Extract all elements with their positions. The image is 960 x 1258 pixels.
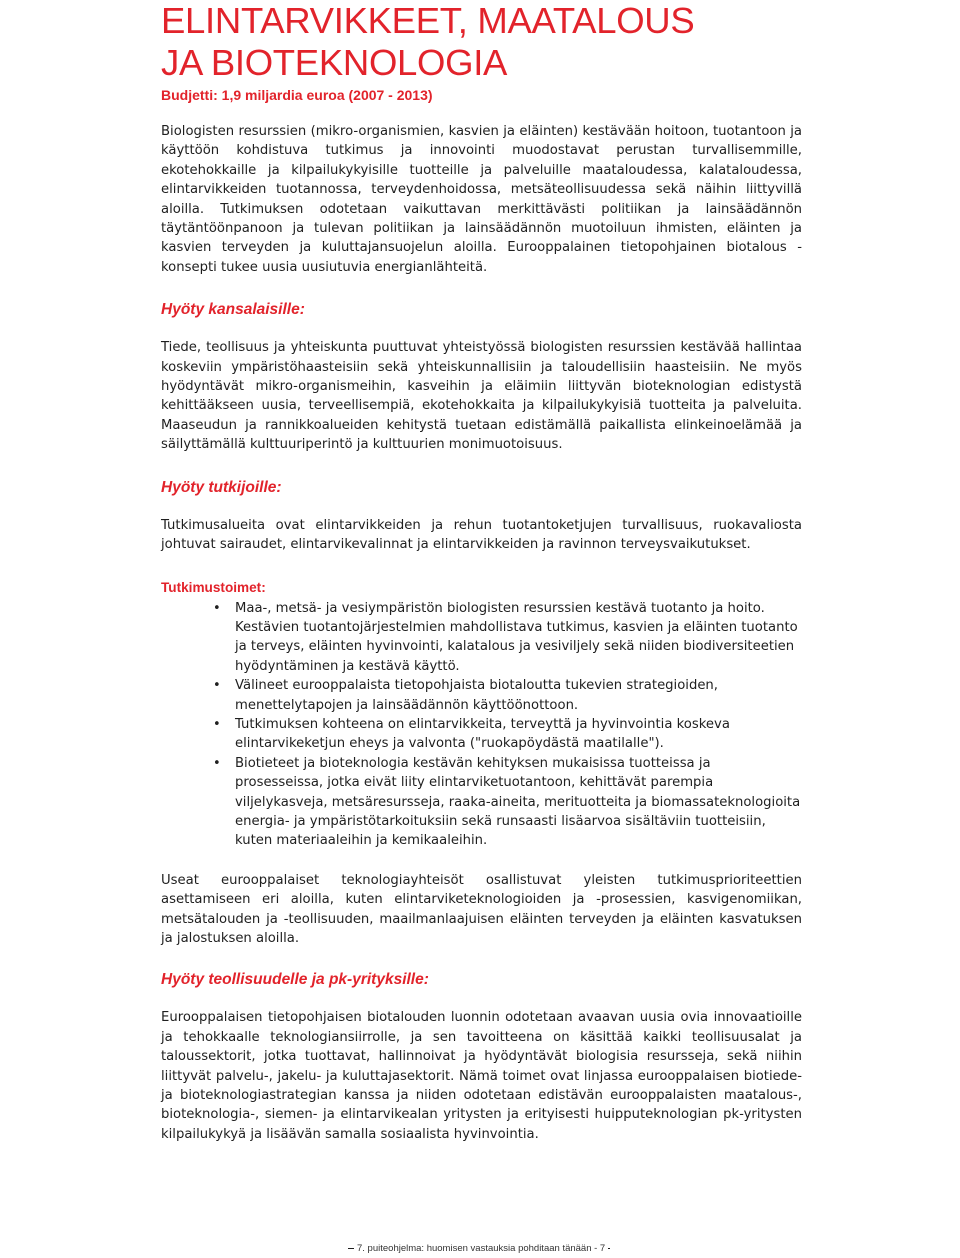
platforms-paragraph: Useat eurooppalaiset teknologiayhteisöt osallistuvat yleisten tutkimusprioriteettien asettamiseen eri aloilla, kuten elintarviketeknologioiden ja -prosessien, kasvigenomiikan, metsätalouden ja -teollisuuden, maailmanlaajuisen eläinten terveyden ja eläinten kasvatuksen ja jalostuksen aloilla.	[161, 872, 802, 946]
list-item-text: Maa-, metsä- ja vesiympäristön biologisten resurssien kestävä tuotanto ja hoito. Kestävien tuotantojärjestelmien mahdollistava tutkimus, kasvien ja eläinten tuotanto ja terveys, eläinten hyvinvointi, kalatalous ja vesiviljely sekä niiden biodiversiteetien hyödyntäminen ja kestävä käyttö.	[235, 600, 798, 674]
list-item-text: Biotieteet ja bioteknologia kestävän kehityksen mukaisissa tuotteissa ja prosesseissa, jotka eivät liity elintarviketuotantoon, kehittävät parempia viljelykasveja, metsäresursseja, raaka-aineita, merituotteita ja biomassateknologioita energia- ja ympäristötarkoituksiin sekä runsaasti lisäarvoa sisältäviin tuotteisiin, kuten materiaaleihin ja kemikaaleihin.	[235, 755, 801, 849]
list-item	[213, 676, 802, 715]
intro-paragraph: Biologisten resurssien (mikro-organismien, kasvien ja eläinten) kestävään hoitoon, tuotantoon ja käyttöön kohdistuva tutkimus ja innovointi muodostavat perustan turvallisemmille, ekotehokkaille ja kilpailukykyisille tuotteille ja palveluille maataloudessa, kalataloudessa, elintarvikkeiden tuotannossa, terveydenhoidossa, metsäteollisuudessa sekä näihin liittyvillä aloilla. Tutkimuksen odotetaan vaikuttavan merkittävästi politiikan ja lainsäädännön täytäntöönpanoon ja tulevan politiikan ja lainsäädännön muotoiluun ihmisten, eläinten ja kasvien terveyden ja kuluttajansuojelun aloilla. Eurooppalainen tietopohjainen biotalous -konsepti tukee uusia uusiutuvia energianlähteitä.	[161, 124, 802, 275]
page-content	[161, 0, 802, 1144]
citizens-heading: Hyöty kansalaisille:	[161, 301, 305, 319]
industry-heading: Hyöty teollisuudelle ja pk-yrityksille:	[161, 971, 429, 989]
list-item-text: Välineet eurooppalaista tietopohjaista biotaloutta tukevien strategioiden, menettelytapojen ja lainsäädännön käyttöönottoon.	[235, 678, 718, 713]
citizens-paragraph: Tiede, teollisuus ja yhteiskunta puuttuvat yhteistyössä biologisten resurssien kestävää hallintaa koskeviin ympäristöhaasteisiin sekä yhteiskunnallisiin ja taloudellisiin haasteisiin. Ne myös hyödyntävät mikro-organismeihin, kasveihin ja eläimiin liittyvän bioteknologian edistystä kehittääkseen uusia, terveellisempiä, ekotehokkaita ja kilpailukykyisiä tuotteita ja palveluita. Maaseudun ja rannikkoalueiden kehitystä tuetaan edistämällä paikallista elinkeinoelämää ja säilyttämällä kulttuuriperintö ja kulttuurien monimuotoisuus.	[161, 340, 802, 453]
budget-line: Budjetti: 1,9 miljardia euroa (2007 - 2013)	[161, 87, 433, 103]
researchers-paragraph: Tutkimusalueita ovat elintarvikkeiden ja rehun tuotantoketjujen turvallisuus, ruokavaliosta johtuvat sairaudet, elintarvikevalinnat ja elintarvikkeiden ja ravinnon terveysvaikutukset.	[161, 517, 802, 553]
list-item	[213, 599, 802, 677]
bullet-icon: •	[213, 600, 221, 616]
actions-list	[161, 599, 802, 851]
title-line-2: JA BIOTEKNOLOGIA	[161, 42, 508, 83]
industry-paragraph: Eurooppalaisen tietopohjaisen biotalouden luonnin odotetaan avaavan uusia ovia innovaatioille ja tehokkaalle teknologiansiirrolle, ja sen tavoitteena on käsittää kaikki teollisuusalat ja taloussektorit, jotka tuottavat, hallinnoivat ja hyödyntävät biologisia resursseja, sekä niihin liittyvät palvelu-, jakelu- ja kuluttajasektorit. Nämä toimet ovat linjassa eurooppalaisen biotiede- ja bioteknologiastrategian kanssa ja niiden odotetaan edistävän eurooppalaisten maatalous-, bioteknologia-, siemen- ja elintarvikealan yritysten ja erityisesti huipputeknologian pk-yritysten kilpailukykyä ja lisäävän samalla sosiaalista hyvinvointia.	[161, 1010, 802, 1142]
actions-heading: Tutkimustoimet:	[161, 579, 266, 595]
bullet-icon: •	[213, 716, 221, 732]
researchers-heading: Hyöty tutkijoille:	[161, 478, 282, 496]
page-title	[161, 0, 802, 84]
title-line-1: ELINTARVIKKEET, MAATALOUS	[161, 0, 695, 41]
list-item	[213, 715, 802, 754]
page-footer: 7. puiteohjelma: huomisen vastauksia pohditaan tänään - 7	[354, 1243, 608, 1255]
list-item-text: Tutkimuksen kohteena on elintarvikkeita, terveyttä ja hyvinvointia koskeva elintarvikeketjun eheys ja valvonta ("ruokapöydästä maatilalle").	[235, 716, 730, 752]
bullet-icon: •	[213, 755, 221, 771]
bullet-icon: •	[213, 678, 221, 694]
list-item	[213, 754, 802, 851]
